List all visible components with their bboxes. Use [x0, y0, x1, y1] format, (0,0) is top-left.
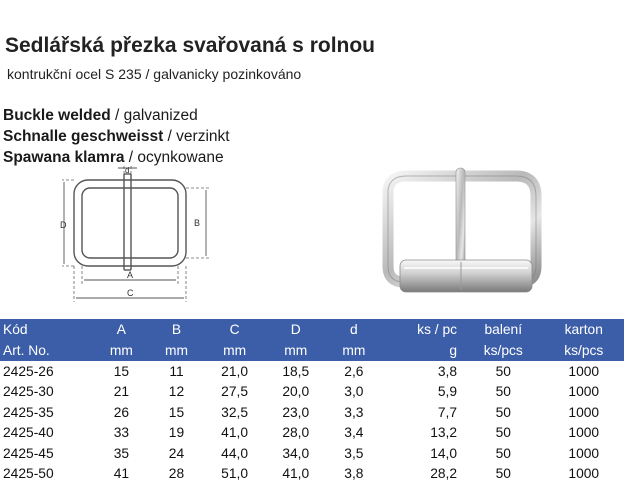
cell-package: 50 [495, 384, 511, 400]
label-d: D [60, 220, 67, 230]
header-package: balení [463, 319, 543, 340]
cell-a: 33 [113, 425, 130, 441]
cell-code: 2425-30 [3, 384, 54, 400]
cell-small-d: 3,5 [344, 445, 364, 461]
cell-small-d: 2,6 [344, 363, 364, 379]
header-weight: ks / pc [381, 319, 463, 340]
cell-package: 50 [495, 466, 511, 482]
label-b: B [194, 218, 201, 228]
header-a: A [94, 319, 149, 340]
cell-d: 18,5 [282, 363, 310, 379]
table-row [0, 423, 624, 444]
table-header-row [0, 319, 624, 340]
cell-carton: 1000 [568, 466, 600, 482]
translation-german: Schnalle geschweisst / verzinkt [3, 128, 230, 145]
cell-code: 2425-35 [3, 404, 54, 420]
cell-a: 26 [113, 404, 130, 420]
label-a: A [127, 270, 134, 280]
translation-polish: Spawana klamra / ocynkowane [3, 149, 224, 166]
header-art-no: Art. No. [0, 340, 94, 361]
cell-code: 2425-50 [3, 466, 54, 482]
cell-a: 21 [113, 384, 130, 400]
page-title: Sedlářská přezka svařovaná s rolnou [5, 34, 376, 57]
unit-package: ks/pcs [463, 340, 543, 361]
cell-carton: 1000 [568, 425, 600, 441]
translation-english: Buckle welded / galvanized [3, 107, 198, 124]
cell-code: 2425-45 [3, 445, 54, 461]
cell-weight: 13,2 [430, 425, 458, 441]
buckle-photo [360, 162, 560, 307]
material-subtitle: kontrukční ocel S 235 / galvanicky pozinkováno [7, 66, 302, 82]
cell-code: 2425-26 [3, 363, 54, 379]
cell-small-d: 3,3 [344, 404, 364, 420]
table-row [0, 382, 624, 403]
cell-package: 50 [495, 445, 511, 461]
cell-package: 50 [495, 363, 511, 379]
buckle-outline-inner [82, 188, 178, 258]
cell-b: 15 [168, 404, 185, 420]
cell-b: 28 [168, 466, 185, 482]
cell-b: 19 [168, 425, 185, 441]
cell-c: 32,5 [221, 404, 249, 420]
label-small-d: d [125, 166, 130, 175]
cell-d: 34,0 [282, 445, 310, 461]
cell-carton: 1000 [568, 445, 600, 461]
cell-b: 12 [168, 384, 185, 400]
dimension-diagram [50, 162, 230, 312]
cell-weight: 7,7 [437, 404, 458, 420]
cell-d: 20,0 [282, 384, 310, 400]
translations-block [3, 105, 230, 168]
unit-weight: g [381, 340, 463, 361]
buckle-outline-outer [74, 180, 186, 266]
cell-b: 11 [169, 363, 184, 379]
cell-small-d: 3,0 [344, 384, 364, 400]
cell-c: 44,0 [221, 445, 249, 461]
table-row [0, 402, 624, 423]
cell-carton: 1000 [568, 384, 600, 400]
cell-carton: 1000 [568, 404, 600, 420]
cell-d: 28,0 [282, 425, 310, 441]
cell-small-d: 3,8 [344, 466, 364, 482]
cell-a: 41 [113, 466, 130, 482]
table-header-units-row [0, 340, 624, 361]
spec-table [0, 319, 624, 484]
cell-c: 21,0 [221, 363, 249, 379]
cell-a: 15 [113, 363, 130, 379]
cell-small-d: 3,4 [344, 425, 364, 441]
cell-package: 50 [495, 425, 511, 441]
unit-carton: ks/pcs [543, 340, 624, 361]
header-code: Kód [0, 319, 94, 340]
unit-d: mm [265, 340, 326, 361]
table-row [0, 443, 624, 464]
cell-weight: 28,2 [430, 466, 458, 482]
cell-d: 41,0 [282, 466, 310, 482]
unit-c: mm [204, 340, 265, 361]
header-c: C [204, 319, 265, 340]
cell-c: 51,0 [221, 466, 249, 482]
cell-weight: 14,0 [430, 445, 458, 461]
table-row [0, 464, 624, 485]
unit-a: mm [94, 340, 149, 361]
header-b: B [149, 319, 204, 340]
cell-carton: 1000 [568, 363, 600, 379]
buckle-roller [400, 260, 532, 292]
cell-code: 2425-40 [3, 425, 54, 441]
cell-c: 27,5 [221, 384, 249, 400]
cell-b: 24 [168, 445, 185, 461]
table-row [0, 361, 624, 382]
cell-c: 41,0 [221, 425, 249, 441]
cell-weight: 3,8 [437, 363, 458, 379]
cell-weight: 5,9 [437, 384, 458, 400]
cell-package: 50 [495, 404, 511, 420]
header-d: D [265, 319, 326, 340]
unit-small-d: mm [326, 340, 381, 361]
header-carton: karton [543, 319, 624, 340]
label-c: C [127, 288, 134, 298]
cell-d: 23,0 [282, 404, 310, 420]
unit-b: mm [149, 340, 204, 361]
cell-a: 35 [113, 445, 130, 461]
header-small-d: d [326, 319, 381, 340]
